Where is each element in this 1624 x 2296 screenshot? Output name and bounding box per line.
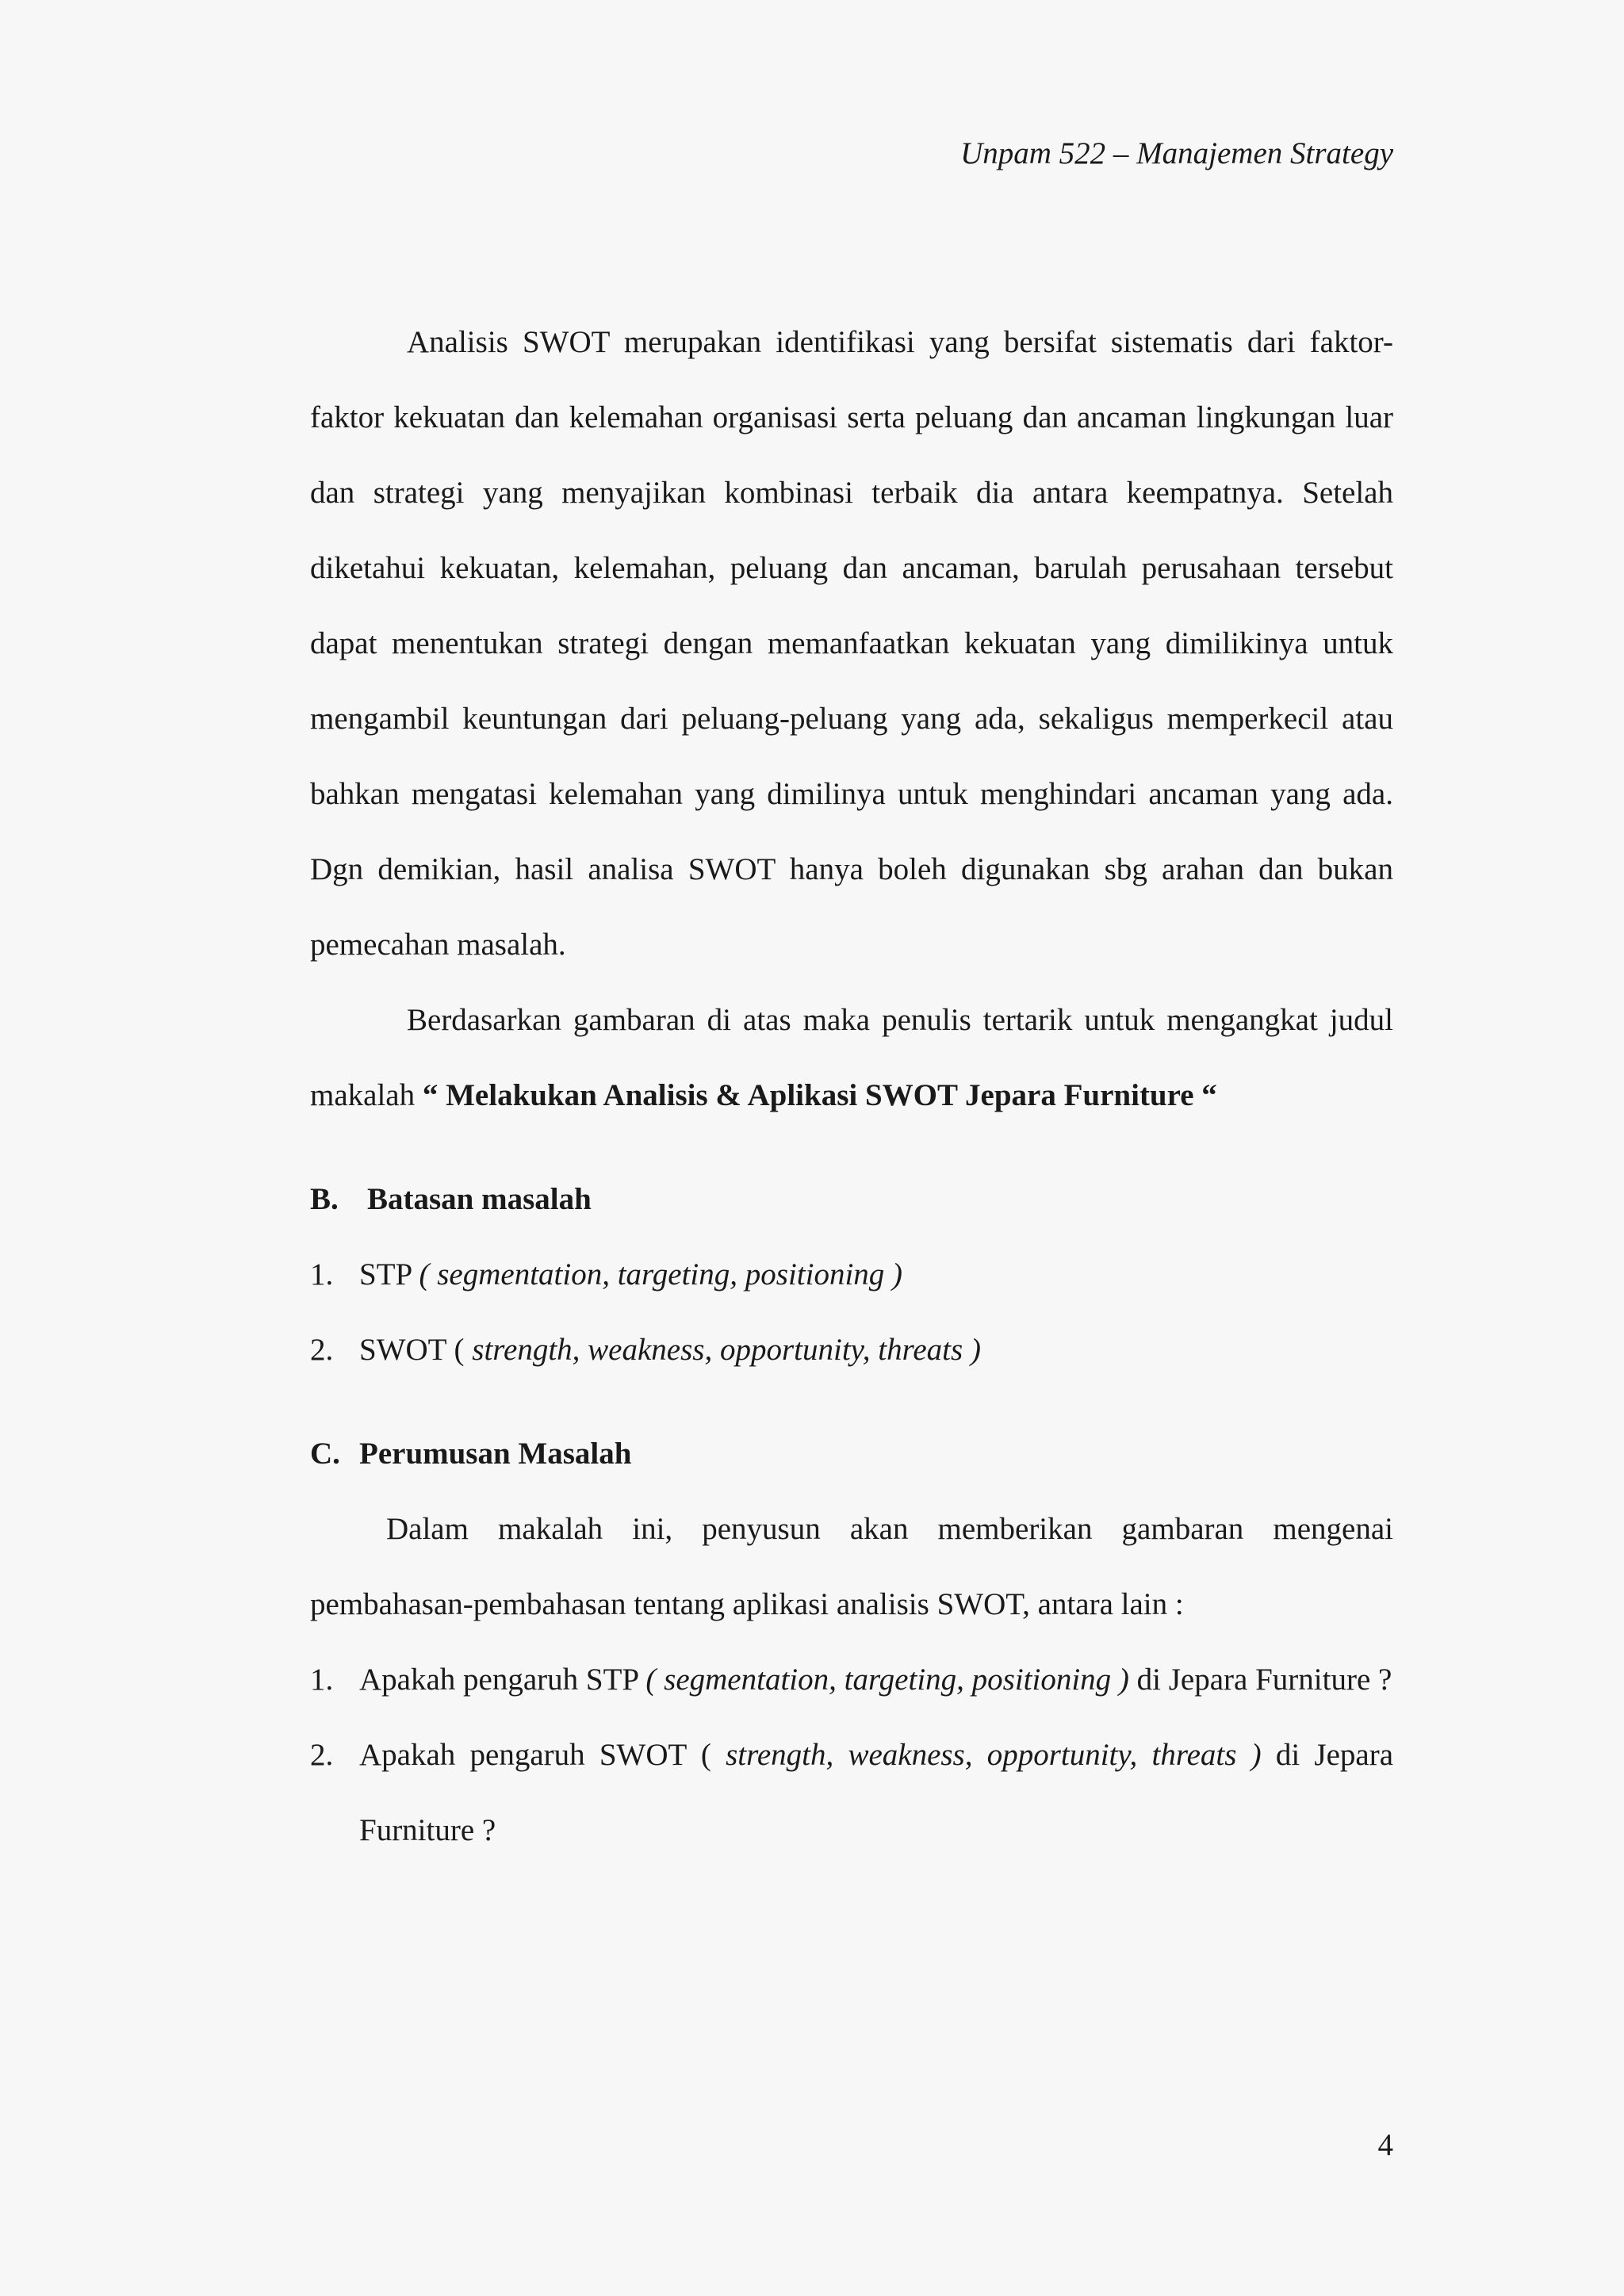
section-c-list [310,1642,1393,1868]
paragraph-lead-text: Berdasarkan gambaran di atas maka penulis tertarik untuk mengangkat judul makalah [310,1003,1393,1112]
paragraph-swot-definition: Analisis SWOT merupakan identifikasi yang bersifat sistematis dari faktor-faktor kekuatan dan kelemahan organisasi serta peluang dan ancaman lingkungan luar dan strategi yang menyajikan kombinasi terbaik dia antara keempatnya. Setelah diketahui kekuatan, kelemahan, peluang dan ancaman, barulah perusahaan tersebut dapat menentukan strategi dengan memanfaatkan kekuatan yang dimilikinya untuk mengambil keuntungan dari peluang-peluang yang ada, sekaligus memperkecil atau bahkan mengatasi kelemahan yang dimilinya untuk menghindari ancaman yang ada. Dgn demikian, hasil analisa SWOT hanya boleh digunakan sbg arahan dan bukan pemecahan masalah. [310,325,1393,962]
section-b-letter: B. [310,1182,339,1216]
section-c-letter: C. [310,1437,340,1471]
running-header: Unpam 522 – Manajemen Strategy [960,136,1393,170]
list-detail: strength, weakness, opportunity, threats ) [472,1333,981,1367]
paper-title: “ Melakukan Analisis & Aplikasi SWOT Jepara Furniture “ [422,1078,1217,1112]
list-item [310,1717,1393,1868]
list-number: 1. [310,1257,334,1292]
section-c-intro: Dalam makalah ini, penyusun akan memberikan gambaran mengenai pembahasan-pembahasan tentang aplikasi analisis SWOT, antara lain : [310,1512,1393,1621]
section-b-heading [310,1161,1393,1237]
page-number: 4 [1377,2128,1393,2162]
list-detail: ( segmentation, targeting, positioning ) [419,1257,903,1292]
list-number: 1. [310,1663,334,1697]
list-term: STP [359,1257,412,1292]
section-b-list [310,1237,1393,1387]
list-question-end: di Jepara Furniture ? [1136,1663,1392,1697]
list-number: 2. [310,1738,334,1772]
list-term: SWOT ( [359,1333,465,1367]
paragraph-title-statement [310,982,1393,1133]
list-number: 2. [310,1333,334,1367]
list-detail: strength, weakness, opportunity, threats ) [726,1738,1262,1772]
list-question-end: di Jepara Furniture ? [359,1738,1394,1847]
section-b-title: Batasan masalah [367,1182,592,1216]
list-question-start: Apakah pengaruh SWOT ( [359,1738,711,1772]
section-c-heading [310,1416,1393,1491]
list-item [310,1642,1393,1717]
list-detail: ( segmentation, targeting, positioning ) [645,1663,1129,1697]
list-question-start: Apakah pengaruh STP [359,1663,638,1697]
list-item [310,1312,1393,1387]
page-body [310,304,1393,1868]
list-item [310,1237,1393,1312]
section-c-title: Perumusan Masalah [359,1437,632,1471]
